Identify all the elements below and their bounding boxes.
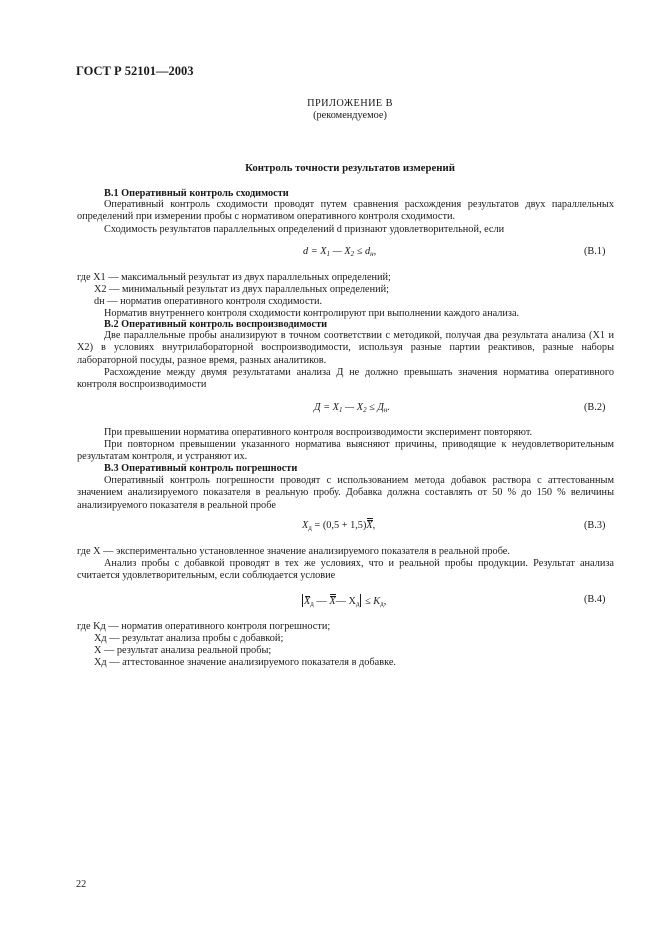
- section-b2-para2: Расхождение между двумя результатами анализа Д не должно превышать значения норматива оперативного контроля воспроизводимости: [77, 367, 614, 391]
- section-b1-para3: Норматив внутреннего контроля сходимости контролируют при выполнении каждого анализа.: [104, 308, 520, 319]
- section-b2-para1: Две параллельные пробы анализируют в точном соответствии с методикой, получая два результата анализа (X1 и X2) в условиях внутрилабораторной воспроизводимости, используя разные партии реактивов, разные наборы лабораторной посуды, разное время, разных аналитиков.: [77, 330, 614, 366]
- page-number: 22: [76, 879, 87, 890]
- standard-header: ГОСТ Р 52101—2003: [76, 64, 194, 78]
- section-b1-def1: где X1 — максимальный результат из двух параллельных определений;: [77, 272, 391, 283]
- equation-b1-number: (В.1): [584, 246, 606, 257]
- section-b1-para2: Сходимость результатов параллельных определений d признают удовлетворительной, если: [104, 224, 505, 235]
- equation-b4: $X_д$ — X— $X_д \le K_д$,: [304, 596, 387, 608]
- equation-b3-number: (В.3): [584, 520, 606, 531]
- section-b1-def3: dн — норматив оперативного контроля сходимости.: [94, 296, 323, 307]
- section-b2-para3: При превышении норматива оперативного контроля воспроизводимости эксперимент повторяют.: [104, 427, 533, 438]
- section-b3-def4: Xд — аттестованное значение анализируемого показателя в добавке.: [94, 657, 396, 668]
- equation-b2-number: (В.2): [584, 402, 606, 413]
- equation-b4-number: (В.4): [584, 594, 606, 605]
- section-b3-def1: где Kд — норматив оперативного контроля погрешности;: [77, 621, 331, 632]
- section-b3-para2: Анализ пробы с добавкой проводят в тех же условиях, что и реальной пробы продукции. Результат анализа считается удовлетворительным, если соблюдается условие: [77, 558, 614, 582]
- section-b3-def3: X — результат анализа реальной пробы;: [94, 645, 272, 656]
- section-b1-para1: Оперативный контроль сходимости проводят путем сравнения расхождения результатов двух параллельных определений при измерении пробы с нормативом оперативного контроля сходимости.: [77, 199, 614, 223]
- section-b1-def2: X2 — минимальный результат из двух параллельных определений;: [94, 284, 390, 295]
- section-b1-heading: В.1 Оперативный контроль сходимости: [104, 188, 289, 199]
- section-b3-def2: Xд — результат анализа пробы с добавкой;: [94, 633, 284, 644]
- section-b2-heading: В.2 Оперативный контроль воспроизводимости: [104, 319, 328, 330]
- section-b3-heading: В.3 Оперативный контроль погрешности: [104, 463, 298, 474]
- section-b3-para1: Оперативный контроль погрешности проводят с использованием метода добавок раствора с аттестованным значением анализируемого показателя в реальную пробу. Добавка должна составлять от 50 % до 150 % величины анализируемого показателя в реальной пробе: [77, 475, 614, 511]
- section-b3-def-x: где X — экспериментально установленное значение анализируемого показателя в реальной пробе.: [77, 546, 510, 557]
- appendix-status: (рекомендуемое): [313, 110, 387, 121]
- section-b2-para4: При повторном превышении указанного норматива выясняют причины, приводящие к неудовлетворительным результатам контроля, и устраняют их.: [77, 439, 614, 463]
- appendix-title: ПРИЛОЖЕНИЕ В: [307, 98, 393, 109]
- equation-b2: $Д = X_1$ — $X_2 \le Д_н$.: [314, 402, 390, 414]
- equation-b1: $d = X_1$ — $X_2 \le d_н$,: [303, 246, 377, 258]
- equation-b3: $X_д = (0,5 + 1,5)X$,: [302, 520, 376, 532]
- main-title: Контроль точности результатов измерений: [245, 162, 455, 174]
